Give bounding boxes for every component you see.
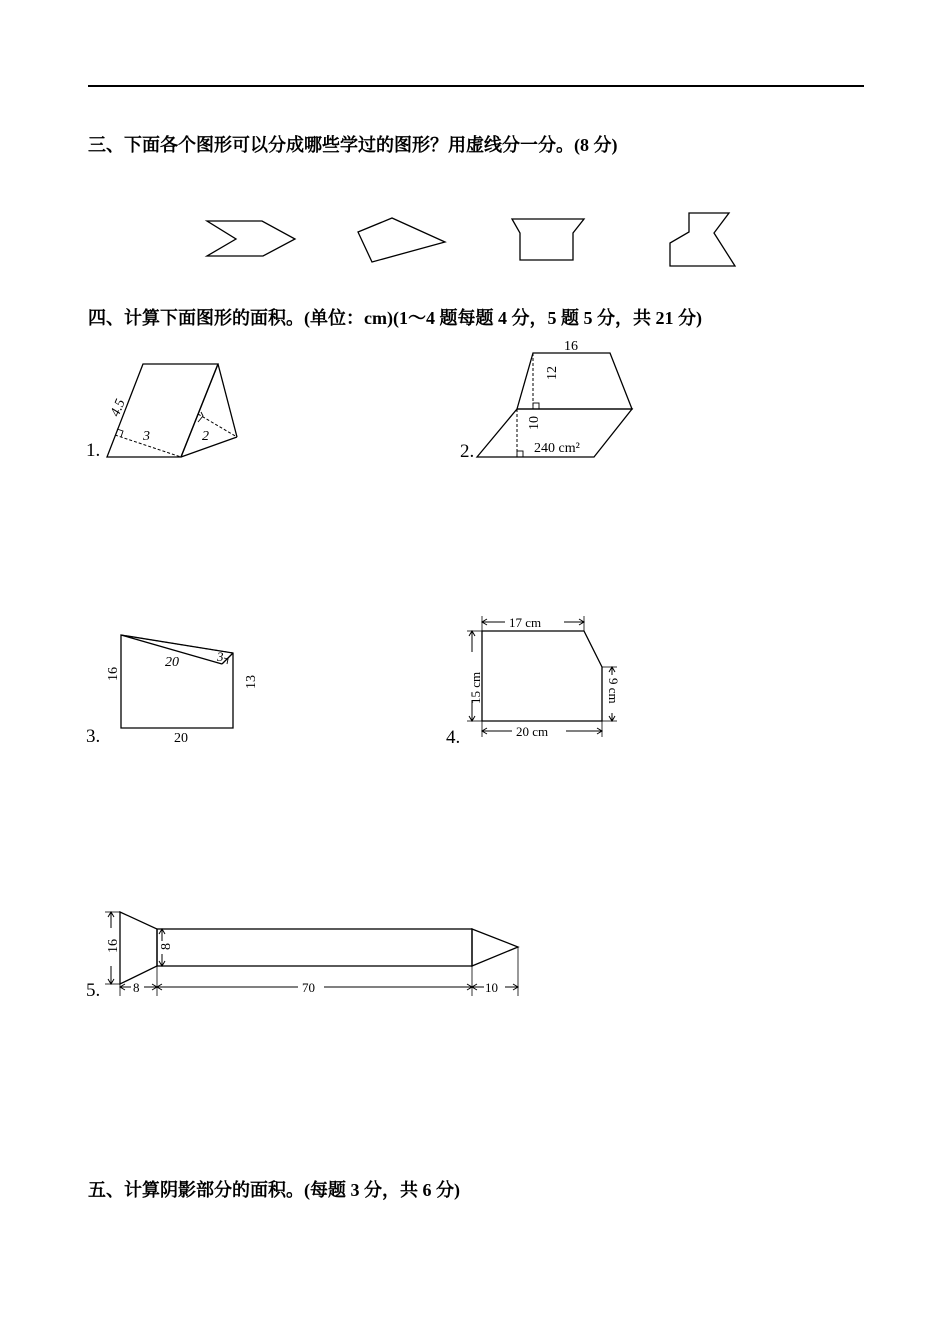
problem-5-label-seg3: 10 <box>485 980 498 995</box>
problem-2-label-area: 240 cm² <box>534 441 580 456</box>
problem-3-label-left: 16 <box>106 667 121 681</box>
problem-5-label-height: 16 <box>106 939 121 953</box>
problem-4-label-right: 9 cm <box>606 678 621 704</box>
problem-5-number: 5. <box>86 980 101 1001</box>
problem-5-label-seg1: 8 <box>133 980 140 995</box>
problem-4-label-left: 15 cm <box>468 671 483 704</box>
problem-3-label-hyp: 20 <box>165 655 179 670</box>
problem-5-label-seg2: 70 <box>302 980 315 995</box>
section-5-title: 五、计算阴影部分的面积。 <box>88 1180 304 1201</box>
problem-3-number: 3. <box>86 726 101 747</box>
section-4-unit-note: (单位：cm)(1～4 题每题 4 分，5 题 5 分，共 21 分) <box>304 308 702 328</box>
problem-4-number: 4. <box>446 727 461 748</box>
section-3-title: 三、下面各个图形可以分成哪些学过的图形？用虚线分一分。 <box>88 135 574 156</box>
problem-1-label-slant: 4.5 <box>108 397 129 419</box>
problem-5-label-inner: 8 <box>159 943 174 950</box>
problem-1-number: 1. <box>86 440 101 461</box>
problem-4-label-top: 17 cm <box>509 615 542 630</box>
section-5-heading <box>88 1176 460 1202</box>
problem-3-label-bottom: 20 <box>174 731 188 746</box>
section-3-points: (8 分) <box>574 135 618 155</box>
section-5-points: (每题 3 分，共 6 分) <box>304 1180 460 1200</box>
problem-1-label-height: 2 <box>202 429 209 444</box>
problem-1-label-base: 3 <box>143 429 150 444</box>
problem-3-label-right: 13 <box>244 675 259 689</box>
problem-2-label-top: 16 <box>564 339 578 354</box>
section-4-title: 四、计算下面图形的面积。 <box>88 308 304 329</box>
problem-2-label-para-height: 10 <box>527 416 542 430</box>
problem-4-label-bottom: 20 cm <box>516 724 549 739</box>
problem-2-number: 2. <box>460 441 475 462</box>
problem-2-label-trap-height: 12 <box>545 366 560 380</box>
problem-3-label-small: 3 <box>217 649 224 664</box>
